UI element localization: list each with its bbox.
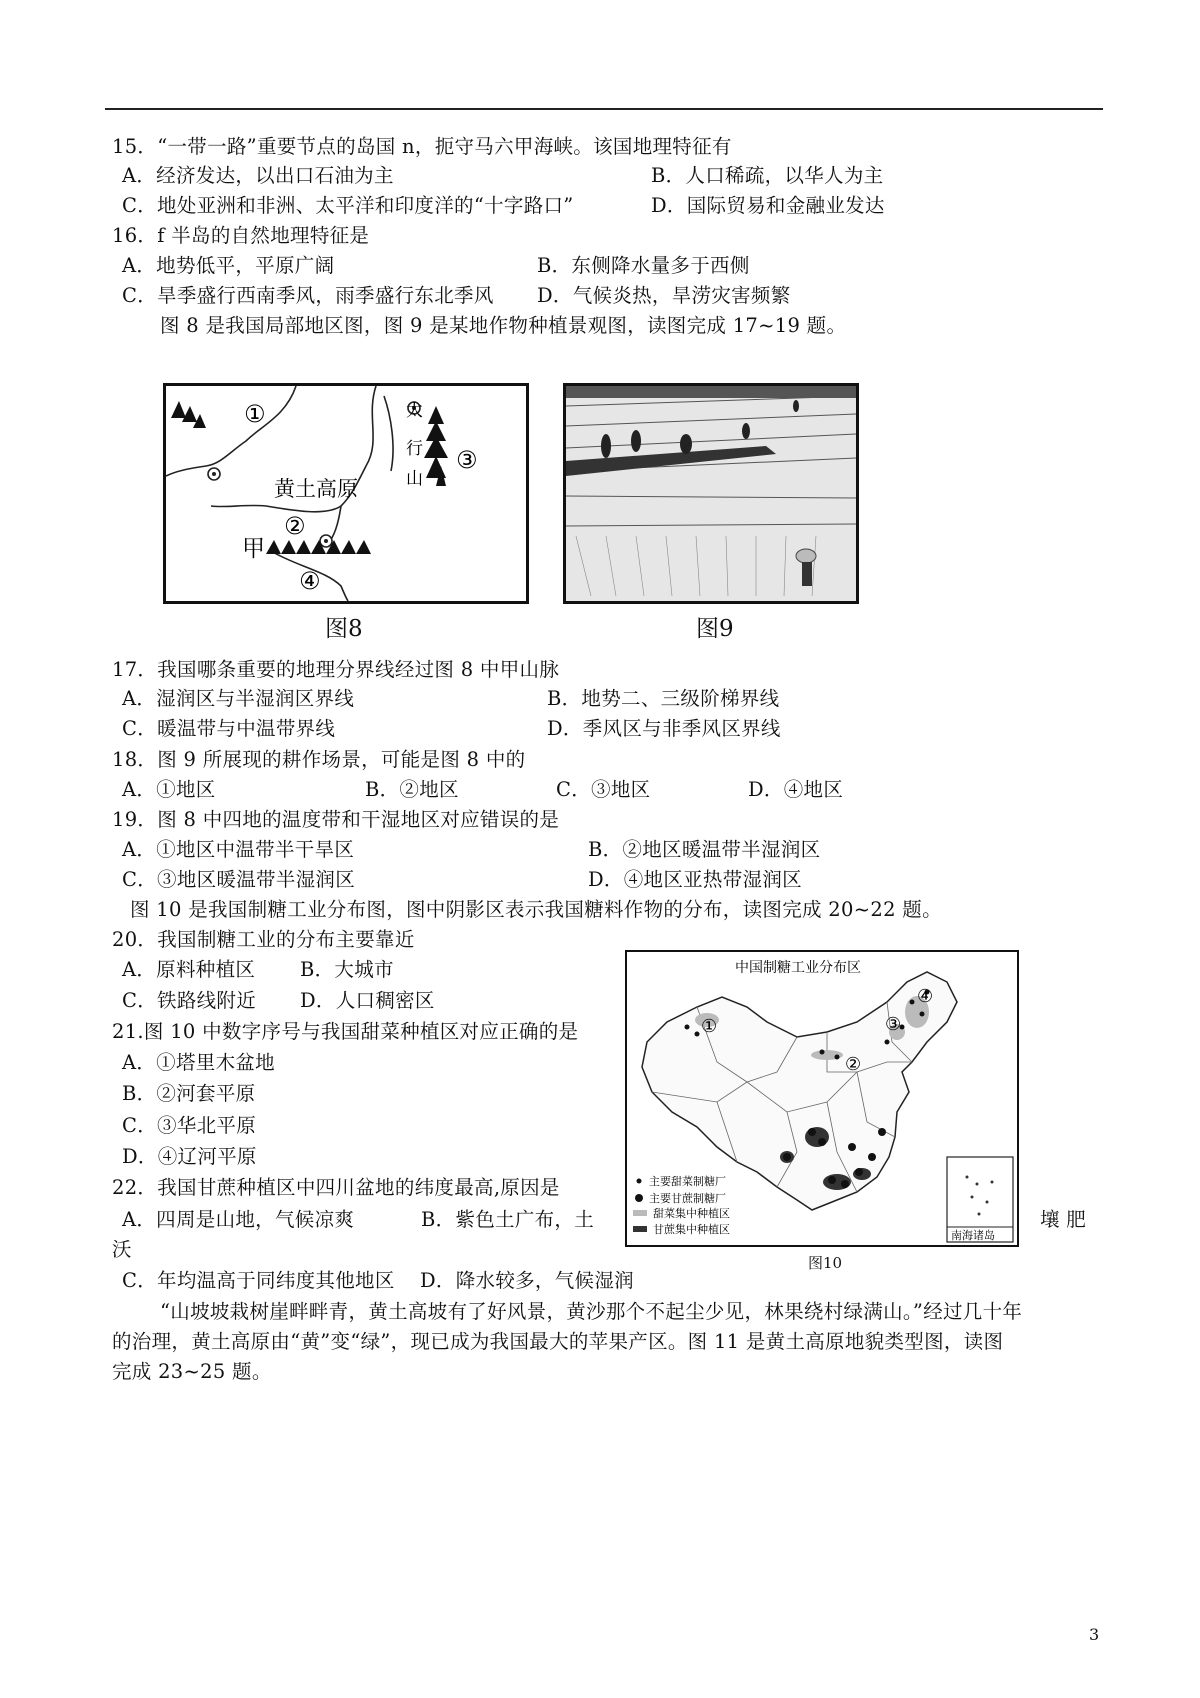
q20-option-b: B．大城市 xyxy=(300,958,394,981)
q16-option-d: D．气候炎热，旱涝灾害频繁 xyxy=(537,284,791,307)
fig8-marker-1: ① xyxy=(244,400,266,428)
q19-option-c: C．③地区暖温带半湿润区 xyxy=(122,868,356,891)
fig10-marker-3: ③ xyxy=(885,1014,902,1035)
fig8-marker-4: ④ xyxy=(299,567,321,595)
fig10-title: 中国制糖工业分布区 xyxy=(735,960,861,976)
fig10-marker-1: ① xyxy=(701,1016,718,1037)
figure-9-photo xyxy=(563,383,859,604)
fig10-inset-label: 南海诸岛 xyxy=(951,1229,995,1242)
q15-option-b: B．人口稀疏，以华人为主 xyxy=(651,164,884,187)
q22-stem: 22．我国甘蔗种植区中四川盆地的纬度最高,原因是 xyxy=(112,1176,560,1199)
q22-option-c: C．年均温高于同纬度其他地区 xyxy=(122,1269,395,1292)
fig8-label-taihang-1: 太 xyxy=(406,401,423,421)
q20-option-a: A．原料种植区 xyxy=(122,958,256,981)
fig8-label-loess-plateau: 黄土高原 xyxy=(274,477,358,501)
q18-option-b: B．②地区 xyxy=(365,778,459,801)
fig8-marker-2: ② xyxy=(284,512,306,540)
q17-stem: 17．我国哪条重要的地理分界线经过图 8 中甲山脉 xyxy=(112,658,560,681)
fig8-label-taihang-2: 行 xyxy=(406,439,423,459)
q21-option-d: D．④辽河平原 xyxy=(122,1145,257,1168)
page-number: 3 xyxy=(1089,1625,1100,1644)
intro-23-25-line3: 完成 23~25 题。 xyxy=(112,1360,272,1383)
q22-option-d: D．降水较多，气候湿润 xyxy=(420,1269,634,1292)
q19-stem: 19．图 8 中四地的温度带和干湿地区对应错误的是 xyxy=(112,808,560,831)
q21-option-a: A．①塔里木盆地 xyxy=(122,1051,275,1074)
fig10-marker-4: ④ xyxy=(917,986,934,1007)
q22-option-b-cont: 壤 肥 xyxy=(1040,1208,1087,1231)
q17-option-a: A．湿润区与半湿润区界线 xyxy=(122,687,355,710)
q15-option-a: A．经济发达，以出口石油为主 xyxy=(122,164,394,187)
q20-stem: 20．我国制糖工业的分布主要靠近 xyxy=(112,928,415,951)
q16-option-b: B．东侧降水量多于西侧 xyxy=(537,254,750,277)
q16-stem: 16．f 半岛的自然地理特征是 xyxy=(112,224,370,247)
fig8-label-taihang-3: 山 xyxy=(406,469,423,489)
q18-stem: 18．图 9 所展现的耕作场景，可能是图 8 中的 xyxy=(112,748,526,771)
q20-option-d: D．人口稠密区 xyxy=(300,989,435,1012)
q16-option-a: A．地势低平，平原广阔 xyxy=(122,254,335,277)
q18-option-a: A．①地区 xyxy=(122,778,216,801)
q17-option-c: C．暖温带与中温带界线 xyxy=(122,717,336,740)
q19-option-a: A．①地区中温带半干旱区 xyxy=(122,838,355,861)
figure-9-caption: 图9 xyxy=(696,616,734,642)
q15-stem: 15．“一带一路”重要节点的岛国 n，扼守马六甲海峡。该国地理特征有 xyxy=(112,135,732,158)
fig10-legend-beet-area: 甜菜集中种植区 xyxy=(653,1207,730,1220)
figure-10-caption: 图10 xyxy=(808,1254,843,1272)
q21-option-c: C．③华北平原 xyxy=(122,1114,257,1137)
fig8-label-jia: 甲 xyxy=(242,536,265,562)
q15-option-d: D．国际贸易和金融业发达 xyxy=(651,194,885,217)
q19-option-b: B．②地区暖温带半湿润区 xyxy=(588,838,821,861)
intro-20-22: 图 10 是我国制糖工业分布图，图中阴影区表示我国糖料作物的分布，读图完成 20~22 题。 xyxy=(130,898,942,921)
fig10-marker-2: ② xyxy=(845,1054,862,1075)
q20-option-c: C．铁路线附近 xyxy=(122,989,257,1012)
header-rule xyxy=(105,108,1103,110)
q17-option-d: D．季风区与非季风区界线 xyxy=(547,717,781,740)
q18-option-c: C．③地区 xyxy=(556,778,651,801)
q22-option-b: B．紫色土广布，土 xyxy=(421,1208,595,1231)
fig8-marker-3: ③ xyxy=(456,446,478,474)
q21-stem: 21.图 10 中数字序号与我国甜菜种植区对应正确的是 xyxy=(112,1020,579,1043)
intro-23-25-line1: “山坡坡栽树崖畔畔青，黄土高坡有了好风景，黄沙那个不起尘少见，林果绕村绿满山。”经过几十年 xyxy=(160,1300,1023,1323)
q17-option-b: B．地势二、三级阶梯界线 xyxy=(547,687,780,710)
q18-option-d: D．④地区 xyxy=(748,778,844,801)
figure-10-map xyxy=(625,950,1019,1247)
figure-8-caption: 图8 xyxy=(325,616,363,642)
q21-option-b: B．②河套平原 xyxy=(122,1082,256,1105)
q19-option-d: D．④地区亚热带湿润区 xyxy=(588,868,802,891)
intro-23-25-line2: 的治理，黄土高原由“黄”变“绿”，现已成为我国最大的苹果产区。图 11 是黄土高原地貌类型图，读图 xyxy=(112,1330,1004,1353)
q15-option-c: C．地处亚洲和非洲、太平洋和印度洋的“十字路口” xyxy=(122,194,574,217)
figure-8-map xyxy=(163,383,529,604)
q22-option-a: A．四周是山地，气候凉爽 xyxy=(122,1208,355,1231)
intro-17-19: 图 8 是我国局部地区图，图 9 是某地作物种植景观图，读图完成 17~19 题。 xyxy=(160,314,847,337)
q22-option-b-end: 沃 xyxy=(112,1238,132,1261)
fig10-legend-cane-factory: 主要甘蔗制糖厂 xyxy=(649,1192,726,1205)
fig10-legend-beet-factory: 主要甜菜制糖厂 xyxy=(649,1175,726,1188)
fig10-legend-cane-area: 甘蔗集中种植区 xyxy=(653,1223,730,1236)
q16-option-c: C．旱季盛行西南季风，雨季盛行东北季风 xyxy=(122,284,494,307)
